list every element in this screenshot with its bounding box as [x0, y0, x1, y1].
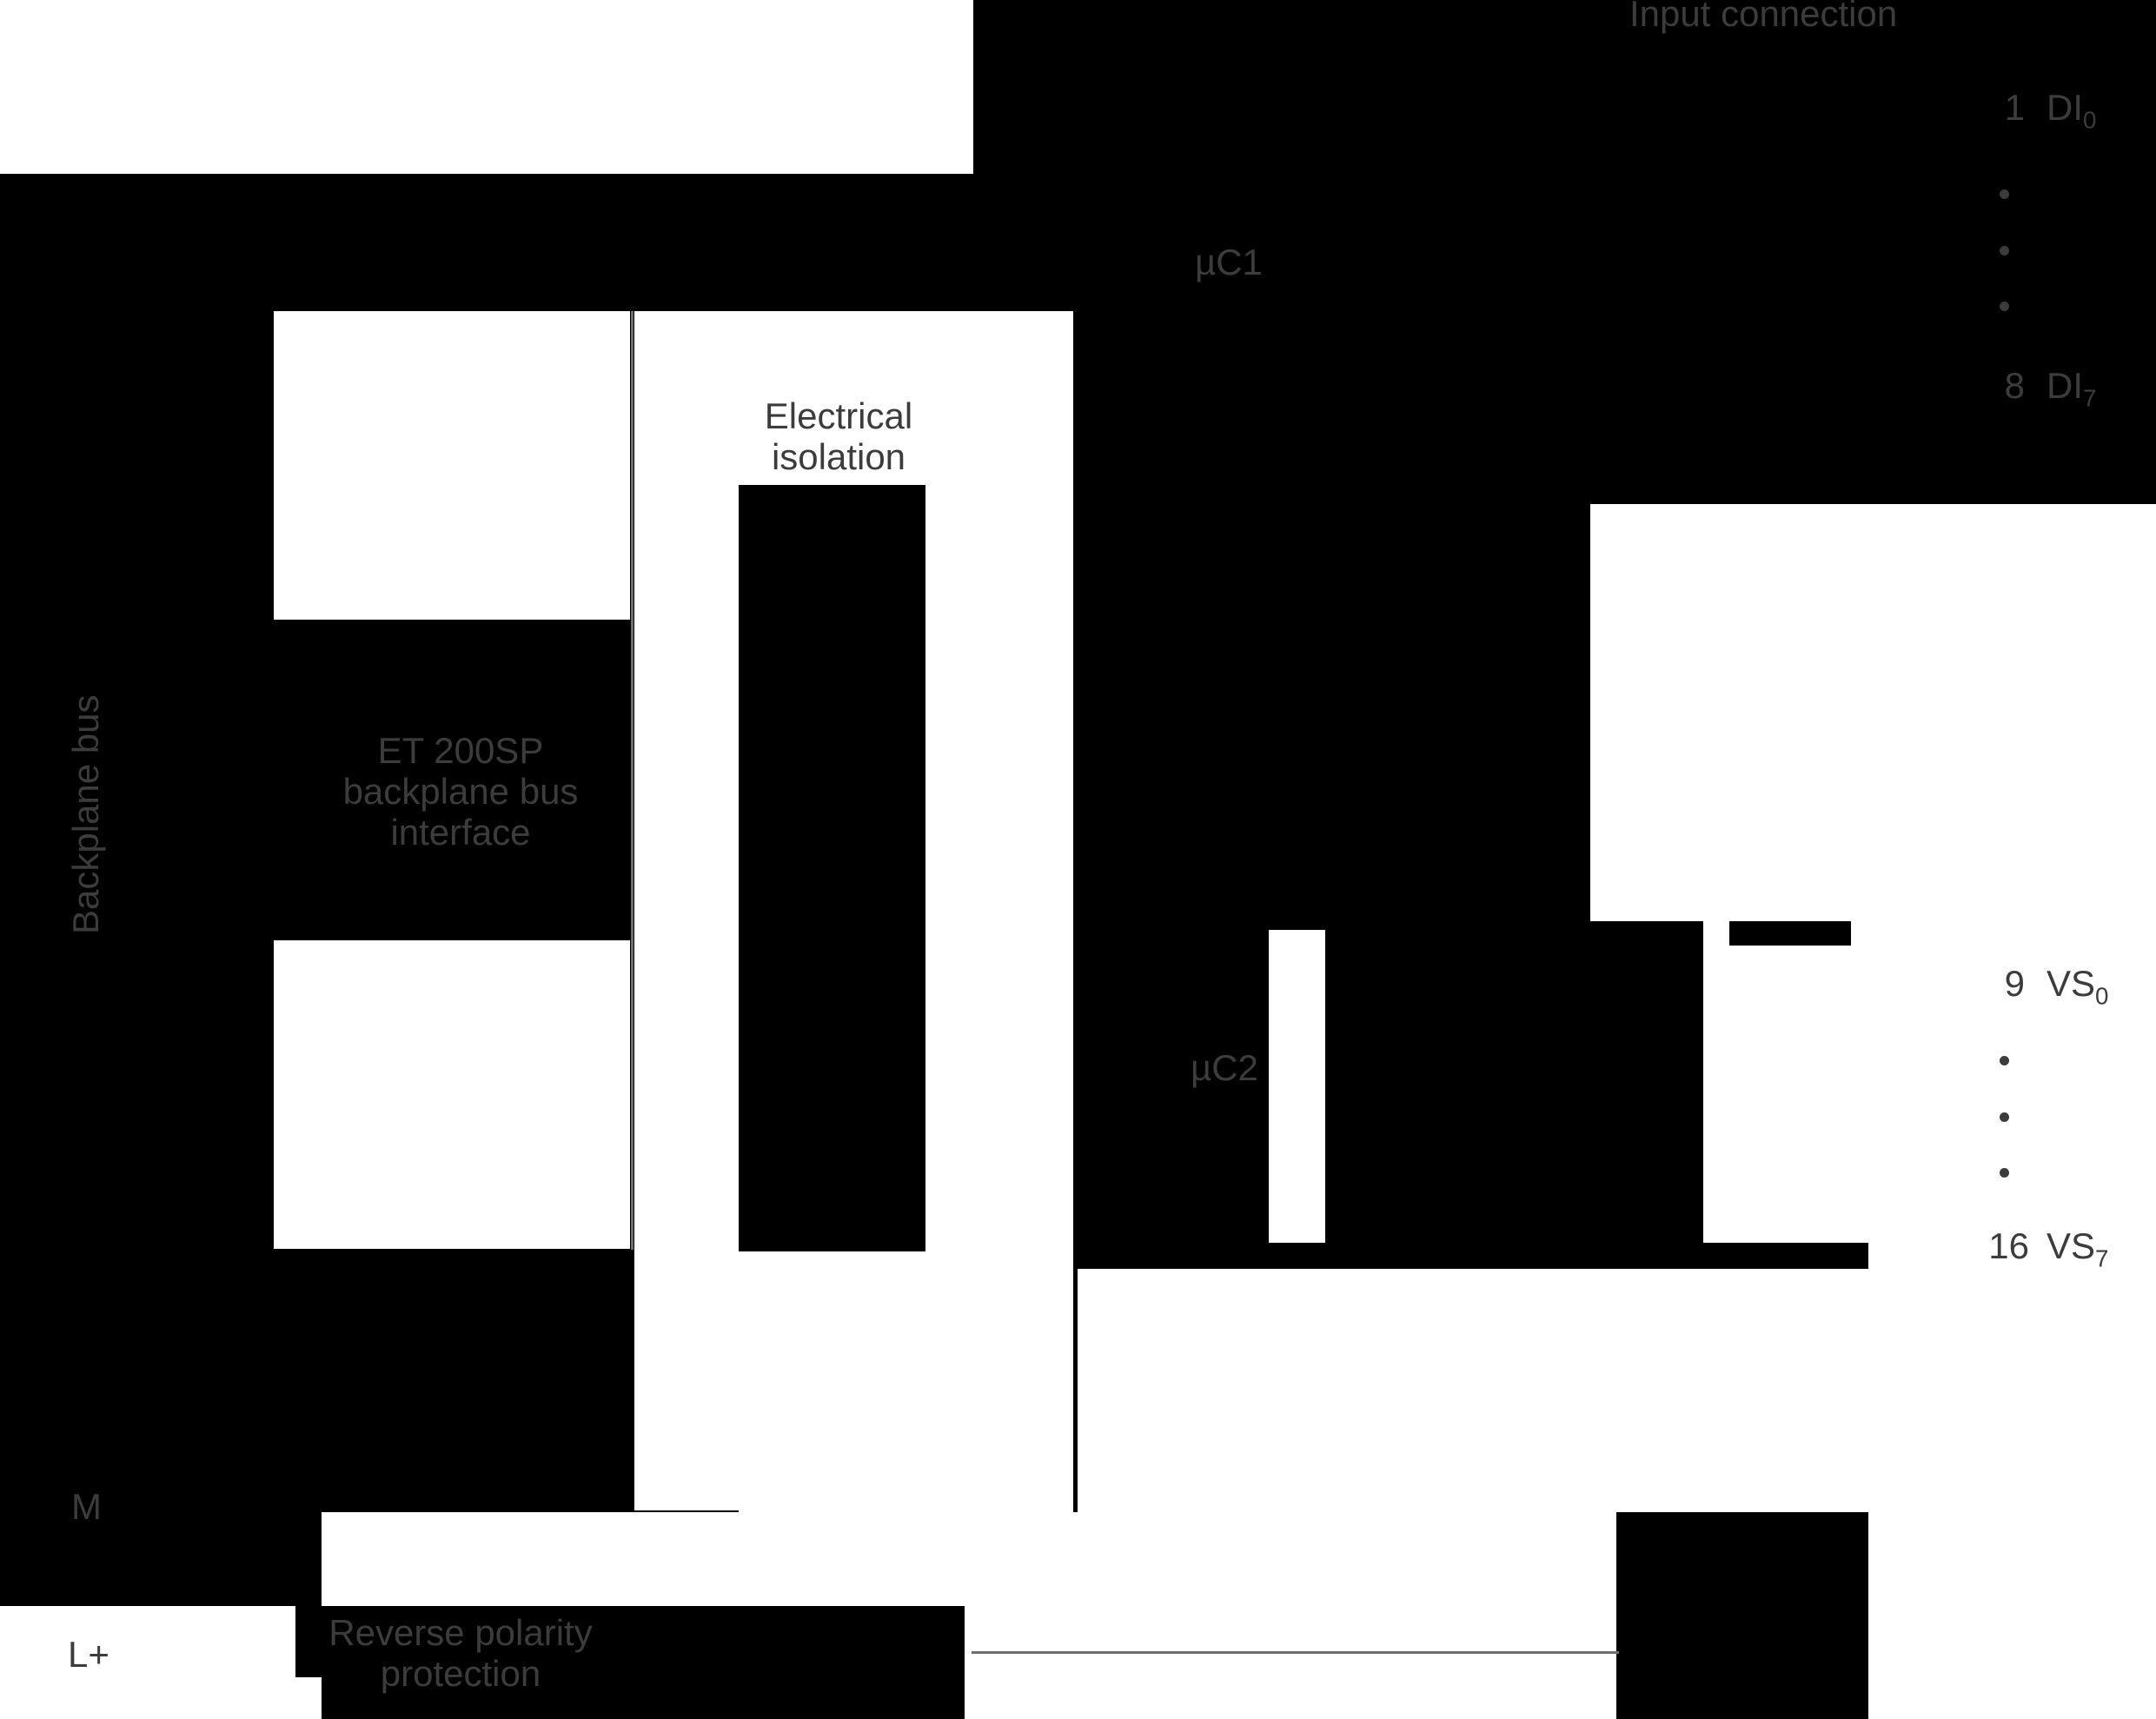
label-reverse-polarity-protection: Reverse polarity protection	[328, 1612, 593, 1695]
terminal-label-di7	[2047, 365, 2096, 411]
label-backplane-bus-interface: ET 200SP backplane bus interface	[342, 730, 579, 853]
cutout-mid-gap	[739, 1251, 1073, 1512]
label-electrical-isolation: Electrical isolation	[764, 395, 913, 478]
label-terminal-m: M	[71, 1486, 102, 1527]
dot	[2000, 302, 2009, 311]
terminal-name-di7: DI	[2047, 365, 2083, 406]
label-input-connection: Input connection	[1629, 0, 1898, 34]
terminal-number-9: 9	[2004, 963, 2025, 1004]
label-uc1: µC1	[1195, 242, 1263, 282]
dot	[2000, 1056, 2009, 1065]
cutout-bottom-rail-2	[965, 1606, 1616, 1719]
cutout-left-bottom	[274, 940, 630, 1249]
cutout-iso-channel	[634, 311, 739, 1510]
isolation-boundary-line-lower	[972, 1651, 1619, 1654]
label-backplane-bus: Backplane bus	[65, 694, 106, 934]
terminal-name-vs0: VS	[2047, 963, 2096, 1004]
cutout-iso-channel-3	[925, 311, 1073, 1258]
shape-vs-connector	[1729, 921, 1851, 946]
terminal-ellipsis-top	[1999, 189, 2009, 311]
cutout-bottom-right	[1868, 1217, 2156, 1703]
shape-top-bar-2	[973, 55, 2156, 185]
terminal-ellipsis-bottom	[1999, 1056, 2009, 1178]
cutout-bottom-left-gap-2	[0, 1677, 322, 1719]
label-terminal-l-plus: L+	[68, 1634, 109, 1675]
terminal-label-vs0	[2047, 963, 2108, 1009]
terminal-sub-di7: 7	[2083, 384, 2097, 412]
dot	[2000, 1168, 2009, 1178]
dot	[2000, 189, 2009, 199]
label-uc2: µC2	[1191, 1047, 1258, 1088]
terminal-name-di0: DI	[2047, 87, 2083, 128]
terminal-sub-vs7: 7	[2095, 1244, 2109, 1272]
terminal-number-8: 8	[2004, 365, 2025, 406]
cutout-bottom-rail-1	[322, 1512, 1616, 1606]
terminal-number-16: 16	[1988, 1225, 2029, 1266]
shape-bottom-right-leg	[1616, 1512, 1868, 1719]
shape-top-bar-1	[973, 0, 1321, 55]
terminal-sub-di0: 0	[2083, 106, 2097, 134]
terminal-number-1: 1	[2004, 87, 2025, 128]
cutout-uc2-slot	[1269, 930, 1325, 1243]
cutout-left-top	[274, 311, 630, 620]
terminal-sub-vs0: 0	[2095, 982, 2109, 1010]
terminal-label-vs7	[2047, 1225, 2108, 1271]
dot	[2000, 246, 2009, 256]
terminal-name-vs7: VS	[2047, 1225, 2096, 1266]
isolation-boundary-line	[631, 311, 634, 1250]
terminal-label-di0	[2047, 87, 2096, 133]
dot	[2000, 1112, 2009, 1122]
